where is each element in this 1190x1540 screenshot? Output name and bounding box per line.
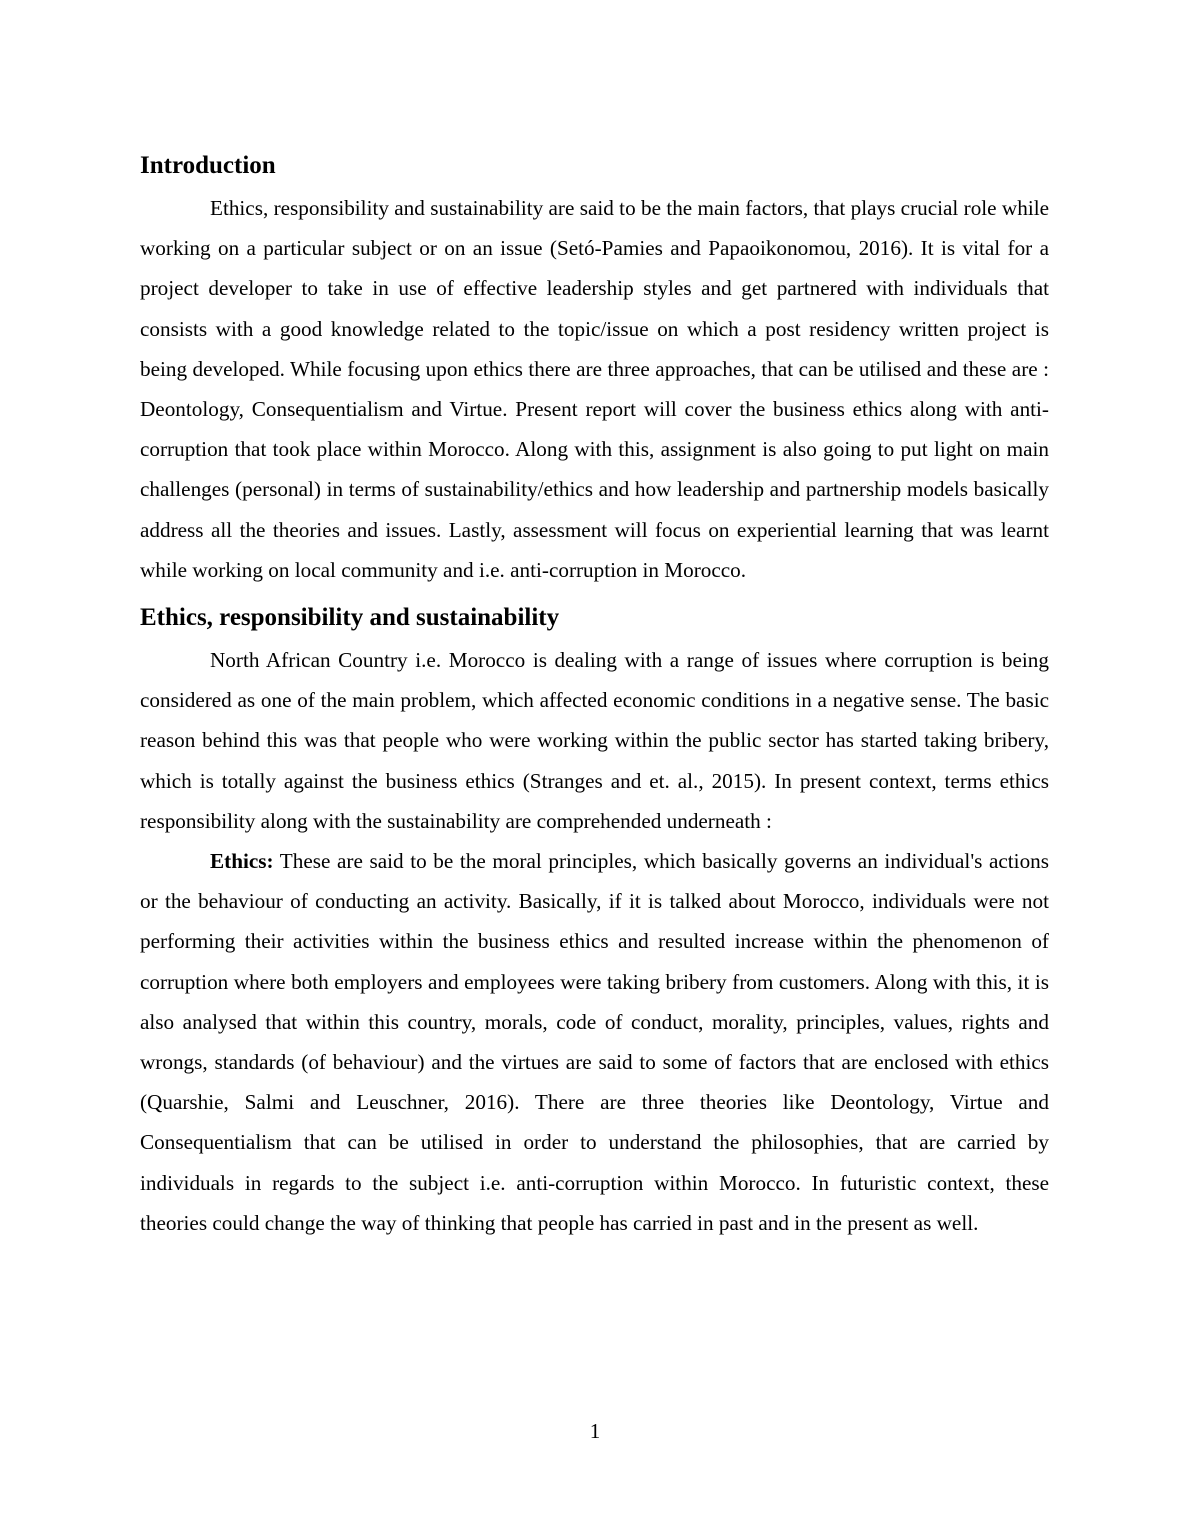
ethics-definition-paragraph xyxy=(140,841,1049,1243)
page-number: 1 xyxy=(589,1419,601,1443)
section-heading-introduction: Introduction xyxy=(140,152,276,179)
introduction-paragraph: Ethics, responsibility and sustainability are said to be the main factors, that plays crucial role while working on a particular subject or on an issue (Setó-Pamies and Papaoikonomou, 2016). It is vital for a project developer to take in use of effective leadership styles and get partnered with individuals that consists with a good knowledge related to the topic/issue on which a post residency written project is being developed. While focusing upon ethics there are three approaches, that can be utilised and these are : Deontology, Consequentialism and Virtue. Present report will cover the business ethics along with anti-corruption that took place within Morocco. Along with this, assignment is also going to put light on main challenges (personal) in terms of sustainability/ethics and how leadership and partnership models basically address all the theories and issues. Lastly, assessment will focus on experiential learning that was learnt while working on local community and i.e. anti-corruption in Morocco. xyxy=(140,196,1049,582)
section-heading-ethics-responsibility-sustainability: Ethics, responsibility and sustainability xyxy=(140,604,560,632)
page-content xyxy=(140,148,1049,1243)
morocco-context-paragraph: North African Country i.e. Morocco is dealing with a range of issues where corruption is being considered as one of the main problem, which affected economic conditions in a negative sense. The basic reason behind this was that people who were working within the public sector has started taking bribery, which is totally against the business ethics (Stranges and et. al., 2015). In present context, terms ethics responsibility along with the sustainability are comprehended underneath : xyxy=(140,648,1049,833)
ethics-definition-text: These are said to be the moral principles, which basically governs an individual's actions or the behaviour of conducting an activity. Basically, if it is talked about Morocco, individuals were not performing their activities within the business ethics and resulted increase within the phenomenon of corruption where both employers and employees were taking bribery from customers. Along with this, it is also analysed that within this country, morals, code of conduct, morality, principles, values, rights and wrongs, standards (of behaviour) and the virtues are said to some of factors that are enclosed with ethics (Quarshie, Salmi and Leuschner, 2016). There are three theories like Deontology, Virtue and Consequentialism that can be utilised in order to understand the philosophies, that are carried by individuals in regards to the subject i.e. anti-corruption within Morocco. In futuristic context, these theories could change the way of thinking that people has carried in past and in the present as well. xyxy=(140,849,1050,1235)
ethics-term-label: Ethics: xyxy=(210,849,274,874)
